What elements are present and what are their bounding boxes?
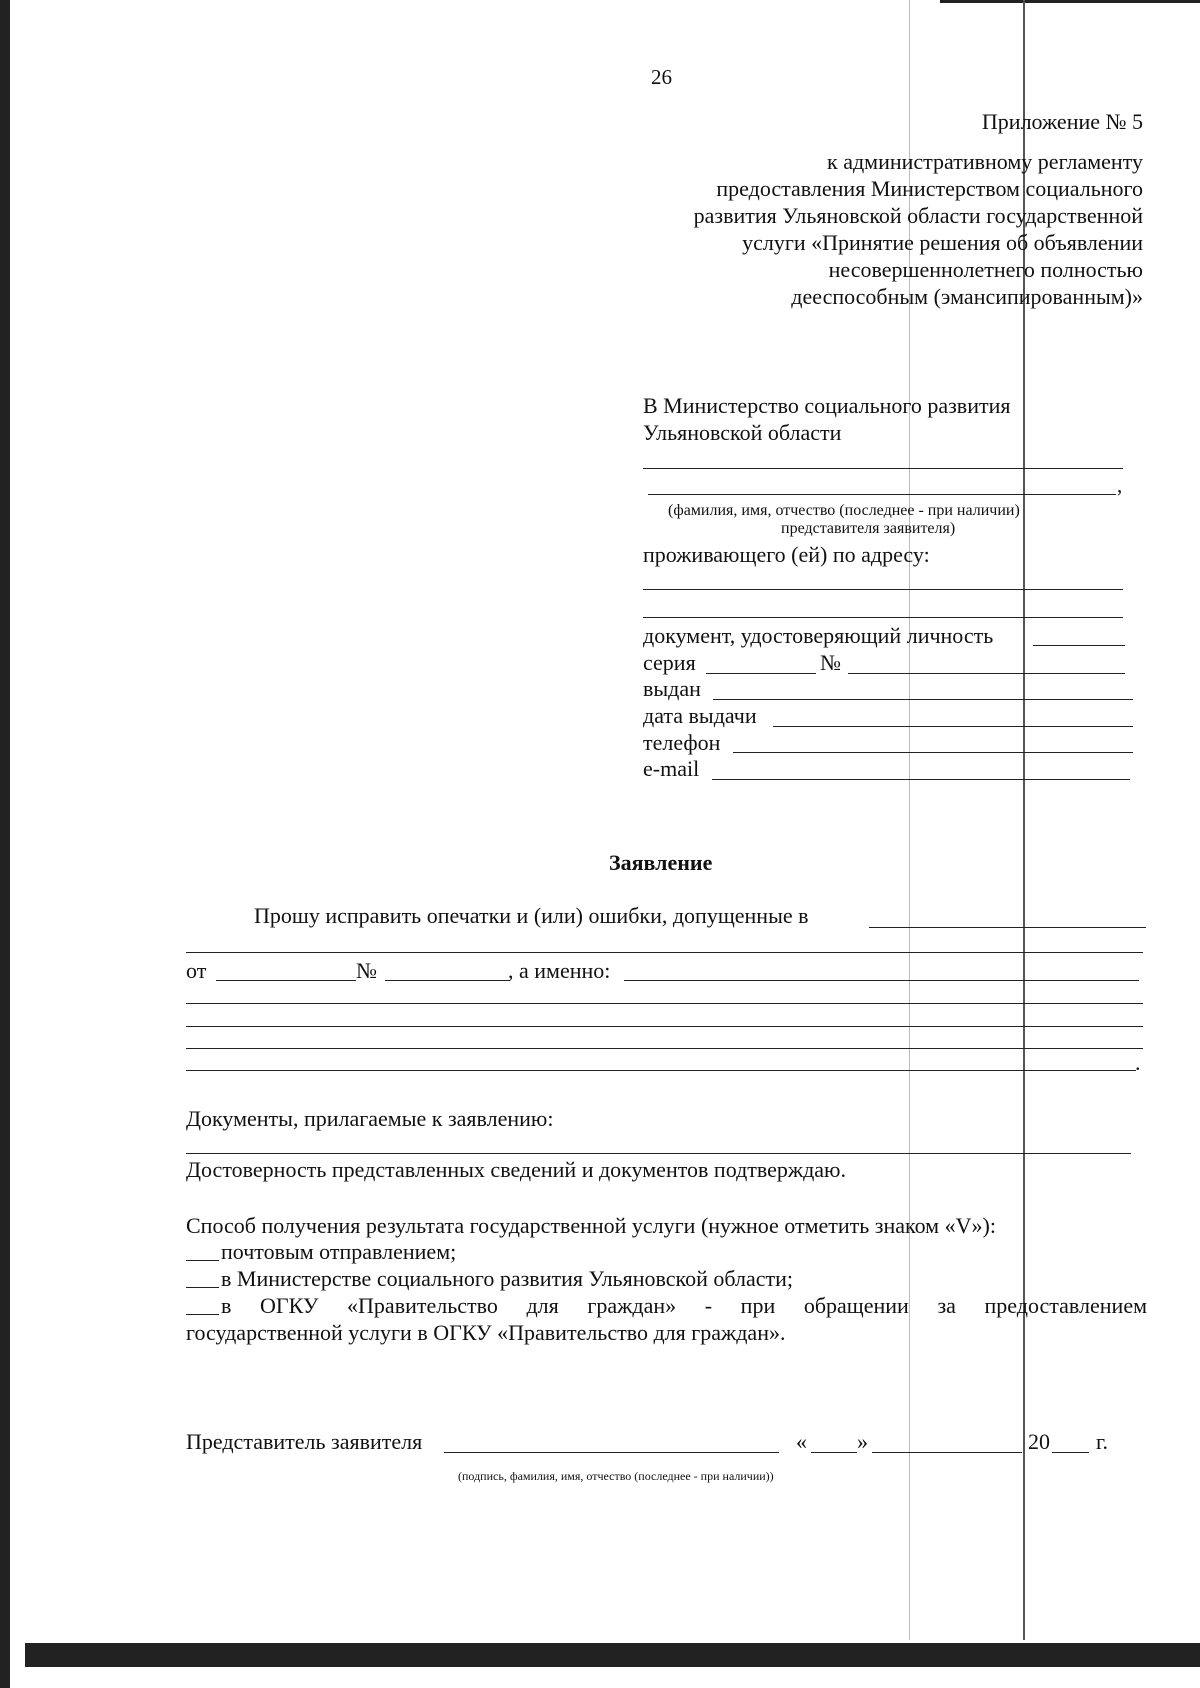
appendix-line: предоставления Министерством социального (716, 176, 1143, 201)
id-document-label: документ, удостоверяющий личность (643, 623, 994, 648)
statement-number-label: № (356, 958, 377, 983)
appendix-text (694, 148, 1143, 310)
appendix-line: дееспособным (эмансипированным)» (791, 284, 1143, 309)
appendix-line: развития Ульяновской области государственной (693, 203, 1143, 228)
phone-field[interactable] (733, 752, 1133, 753)
request-line-2[interactable] (186, 952, 1143, 953)
delivery-option-checkbox[interactable] (186, 1314, 219, 1315)
representative-name-line-2[interactable] (648, 494, 1116, 495)
email-field[interactable] (712, 779, 1130, 780)
details-final-dot: . (1135, 1050, 1141, 1075)
details-line-3[interactable] (186, 1048, 1143, 1049)
appendix-line: услуги «Принятие решения об объявлении (742, 230, 1143, 255)
delivery-option-checkbox[interactable] (186, 1287, 219, 1288)
doc-number-label: № (820, 650, 841, 675)
delivery-option-label: в Министерстве социального развития Ульяновской области; (221, 1266, 793, 1291)
issue-date-label: дата выдачи (643, 703, 757, 728)
details-line-1[interactable] (186, 1003, 1143, 1004)
date-close-quote: » (857, 1429, 868, 1454)
statement-number-field[interactable] (385, 980, 510, 981)
name-caption-1: (фамилия, имя, отчество (последнее - при наличии) (668, 502, 1020, 519)
request-text: Прошу исправить опечатки и (или) ошибки, допущенные в (254, 903, 809, 928)
delivery-title: Способ получения результата государственной услуги (нужное отметить знаком «V»): (186, 1213, 996, 1238)
name-line-comma: , (1117, 473, 1123, 497)
date-year-suffix: г. (1096, 1429, 1109, 1454)
page-number: 26 (651, 65, 672, 89)
attached-documents-field[interactable] (186, 1153, 1131, 1154)
scan-edge-bottom (25, 1643, 1200, 1667)
signature-caption: (подпись, фамилия, имя, отчество (последнее - при наличии)) (458, 1469, 774, 1483)
details-line-4[interactable] (186, 1070, 1136, 1071)
representative-name-line-1[interactable] (643, 468, 1123, 469)
from-label: от (186, 958, 207, 983)
appendix-line: к административному регламенту (827, 149, 1143, 174)
date-month-field[interactable] (872, 1452, 1022, 1453)
signature-field[interactable] (444, 1452, 779, 1453)
phone-label: телефон (643, 730, 721, 755)
signature-label: Представитель заявителя (186, 1429, 423, 1454)
statement-title: Заявление (609, 850, 713, 875)
delivery-option-label: в ОГКУ «Правительство для граждан» - при обращении за предоставлением (221, 1293, 1147, 1318)
appendix-title: Приложение № 5 (981, 109, 1143, 134)
issue-date-field[interactable] (773, 726, 1133, 727)
appendix-line: несовершеннолетнего полностью (828, 257, 1143, 282)
namely-label: , а именно: (508, 958, 611, 983)
series-field[interactable] (706, 673, 816, 674)
from-date-field[interactable] (216, 980, 356, 981)
address-line-2[interactable] (643, 617, 1123, 618)
scan-edge-top-right (940, 0, 1200, 3)
address-line-1[interactable] (643, 589, 1123, 590)
delivery-option-checkbox[interactable] (186, 1260, 219, 1261)
confirmation-text: Достоверность представленных сведений и документов подтверждаю. (186, 1157, 846, 1182)
delivery-option-label: почтовым отправлением; (221, 1239, 457, 1264)
date-day-field[interactable] (811, 1452, 857, 1453)
date-year-prefix: 20 (1028, 1429, 1050, 1454)
scan-edge-left (0, 0, 10, 1688)
request-document-field[interactable] (869, 927, 1146, 928)
addressee-line2: Ульяновской области (643, 420, 842, 445)
email-label: e-mail (643, 756, 700, 781)
id-document-field[interactable] (1033, 645, 1125, 646)
addressee-line1: В Министерство социального развития (643, 393, 1011, 418)
date-year-field[interactable] (1052, 1452, 1089, 1453)
issued-field[interactable] (713, 699, 1133, 700)
details-line-2[interactable] (186, 1026, 1143, 1027)
doc-number-field[interactable] (848, 673, 1125, 674)
series-label: серия (643, 650, 696, 675)
date-open-quote: « (796, 1429, 807, 1454)
attached-documents-label: Документы, прилагаемые к заявлению: (186, 1106, 554, 1131)
residing-label: проживающего (ей) по адресу: (643, 542, 930, 567)
name-caption-2: представителя заявителя) (781, 520, 956, 537)
delivery-option-continuation: государственной услуги в ОГКУ «Правительство для граждан». (186, 1320, 786, 1345)
namely-field[interactable] (624, 980, 1139, 981)
issued-label: выдан (643, 676, 701, 701)
